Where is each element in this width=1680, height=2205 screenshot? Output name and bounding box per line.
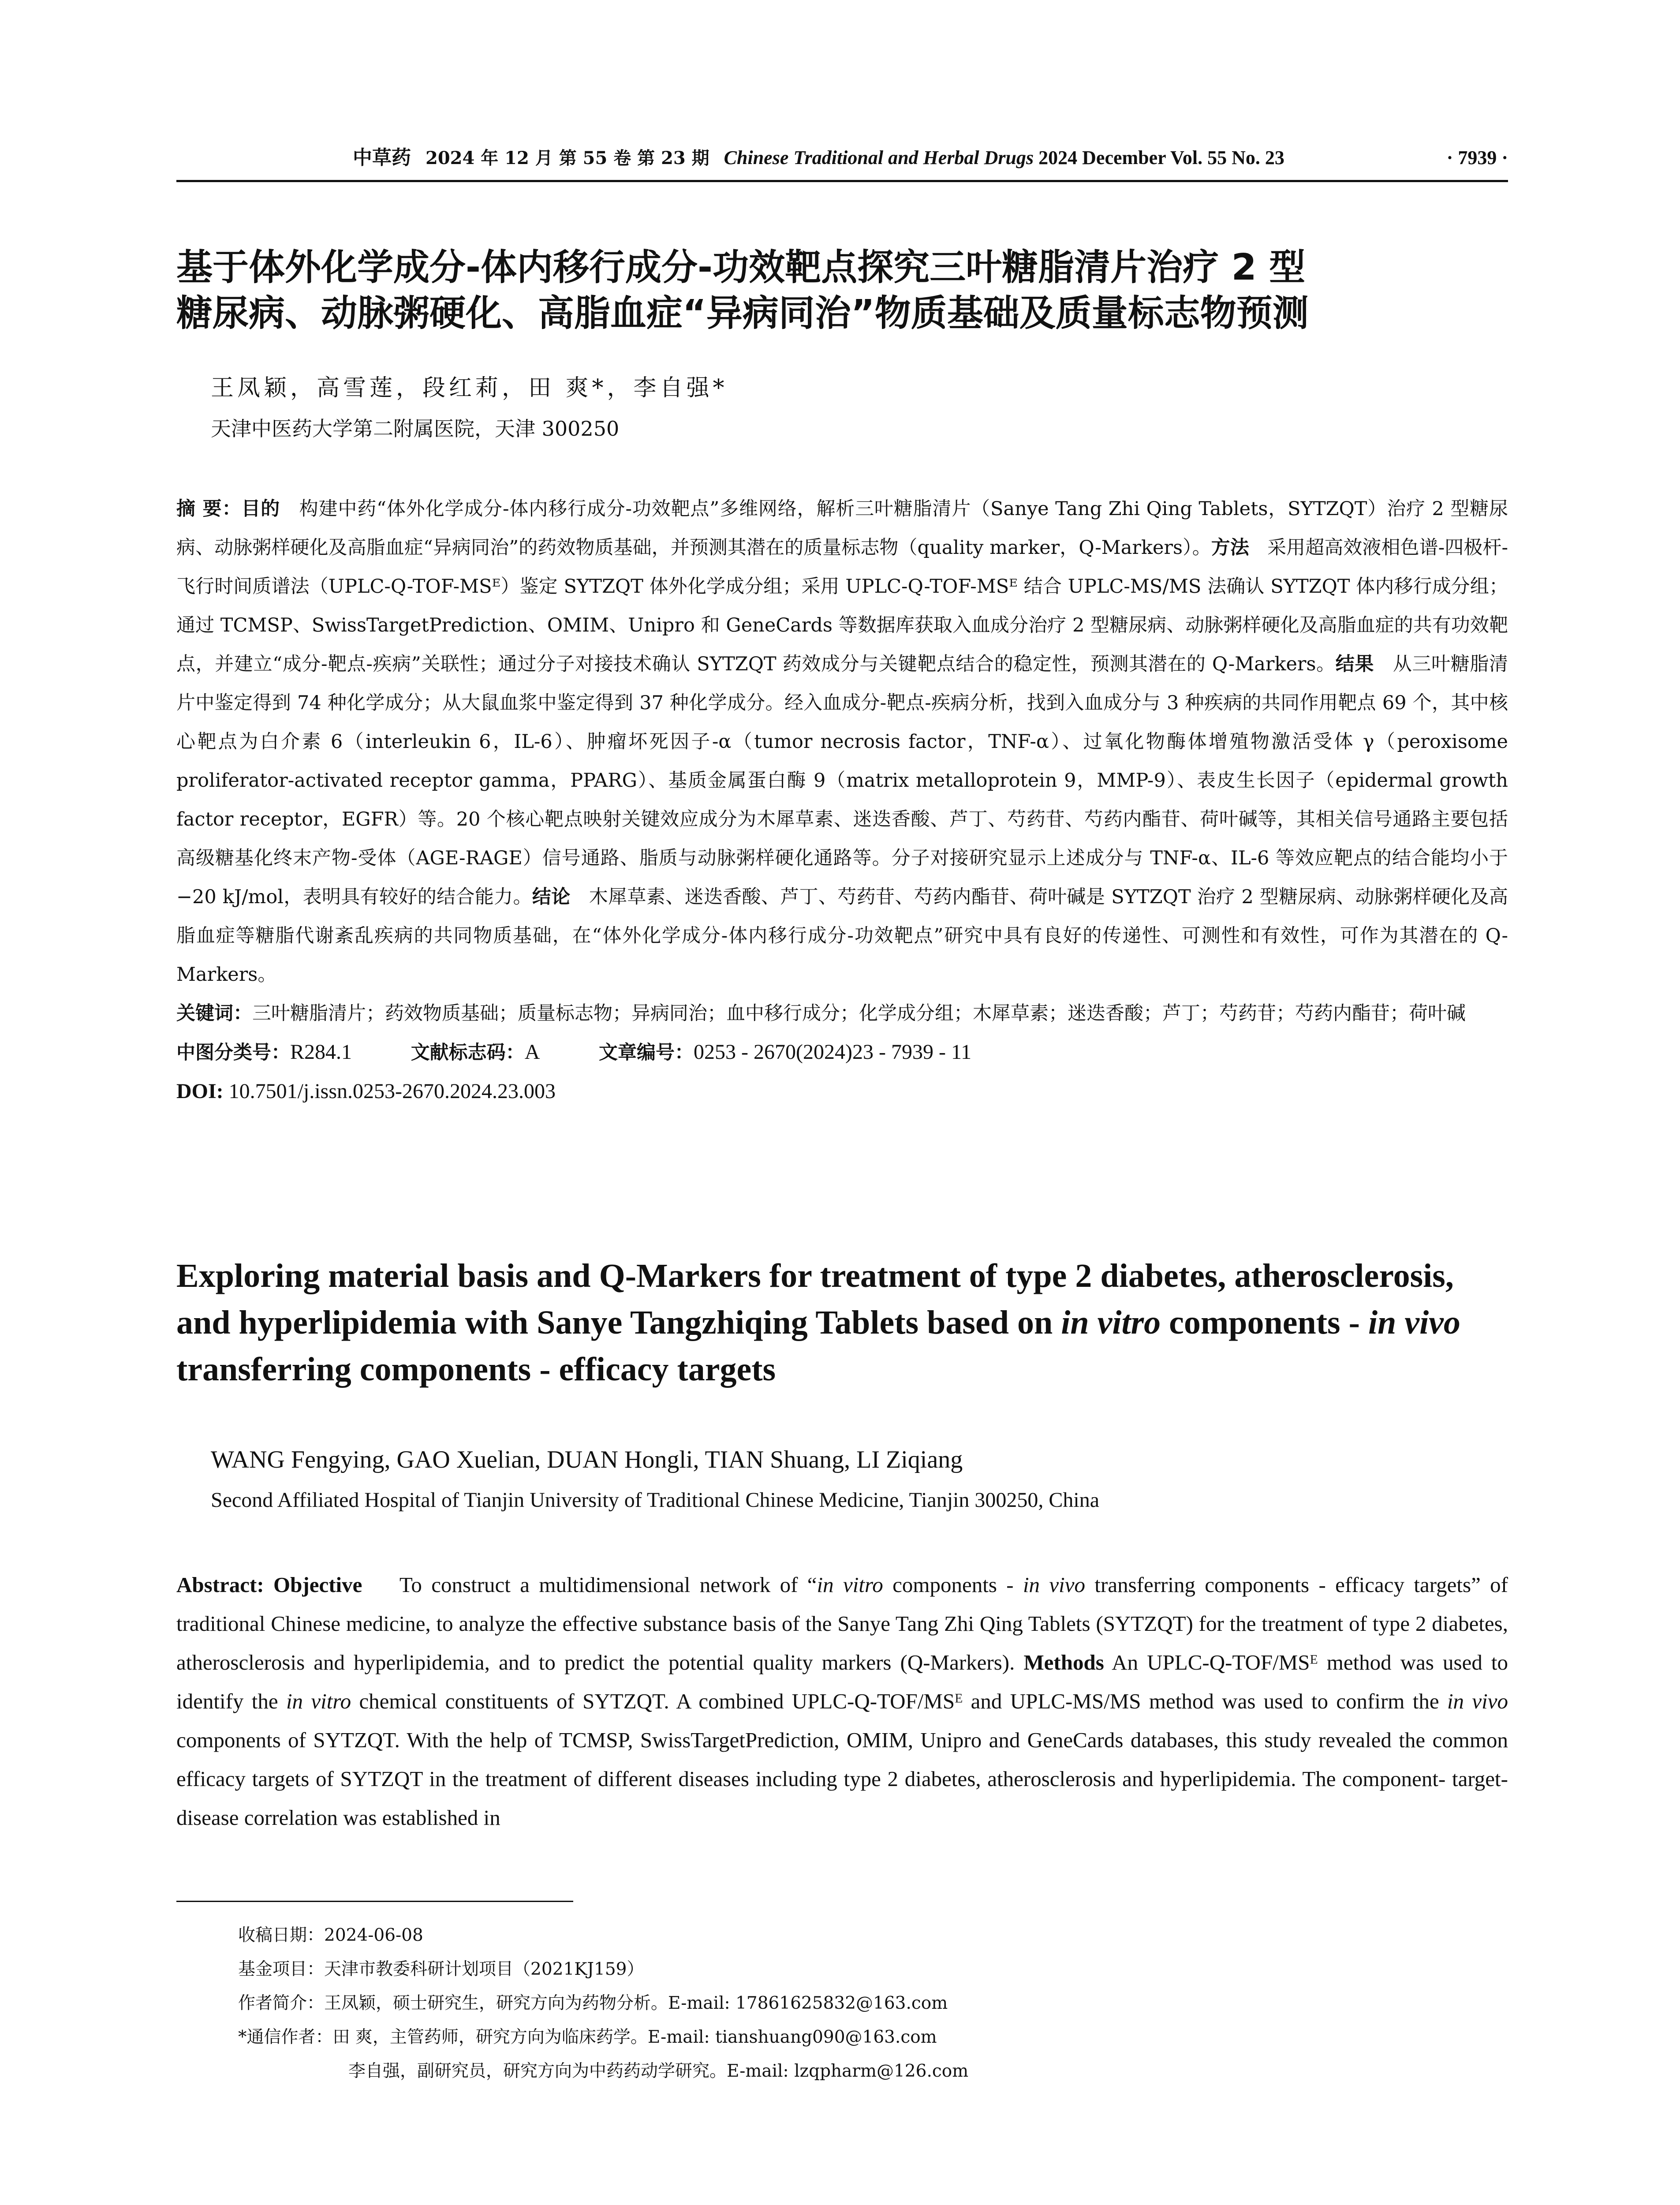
- doi-link[interactable]: 10.7501/j.issn.0253-2670.2024.23.003: [228, 1080, 556, 1103]
- running-header: [176, 140, 1508, 182]
- keywords-chinese: [176, 994, 1508, 1033]
- footnotes: [238, 1918, 1508, 2088]
- abstract-en-m-it1: in vitro: [286, 1689, 351, 1713]
- clc-label: 中图分类号：: [176, 1042, 290, 1064]
- title-english-part3: transferring components - efficacy targets: [176, 1351, 776, 1388]
- footnote-bio: 作者简介：王凤颖，硕士研究生，研究方向为药物分析。E-mail: 17861625832@163.com: [238, 1993, 948, 2013]
- authors-english: WANG Fengying, GAO Xuelian, DUAN Hongli, TIAN Shuang, LI Ziqiang: [211, 1446, 963, 1473]
- articleno-value: 0253 - 2670(2024)23 - 7939 - 11: [694, 1040, 972, 1064]
- journal-name-cn: 中草药: [353, 146, 411, 169]
- page-number: · 7939 ·: [1446, 147, 1508, 168]
- abstract-en-m3: components of SYTZQT. With the help of TCMSP, SwissTargetPrediction, OMIM, Unipro and GeneCards databases, this study revealed the common efficacy targets of SYTZQT in the treatment of different diseases including type 2 diabetes, atherosclerosis and hyperlipidemia. The component- target- disease correlation was established in: [176, 1728, 1508, 1830]
- clc-value: R284.1: [290, 1040, 352, 1064]
- abstract-chinese-body: [176, 490, 1508, 994]
- abstract-en-m2: chemical constituents of SYTZQT. A combined UPLC-Q-TOF/MSᴱ and UPLC-MS/MS method was used to confirm the: [351, 1689, 1447, 1713]
- abstract-en-m-it2: in vivo: [1447, 1689, 1508, 1713]
- title-english: [176, 1252, 1508, 1393]
- classification-row: [176, 1033, 1508, 1072]
- issue-cn: 2024 年 12 月 第 55 卷 第 23 期: [426, 148, 709, 168]
- abstract-en-obj1: To construct a multidimensional network of “: [399, 1573, 817, 1597]
- abstract-en-obj-it1: in vitro: [817, 1573, 883, 1597]
- footnote-received: 收稿日期：2024-06-08: [238, 1925, 423, 1945]
- footnote-divider: [176, 1901, 573, 1902]
- issue-en: 2024 December Vol. 55 No. 23: [1038, 147, 1284, 168]
- title-english-in-vitro: in vitro: [1061, 1304, 1161, 1341]
- doccode-value: A: [524, 1040, 540, 1064]
- results-text: 从三叶糖脂清片中鉴定得到 74 种化学成分；从大鼠血浆中鉴定得到 37 种化学成分。经入血成分-靶点-疾病分析，找到入血成分与 3 种疾病的共同作用靶点 69 个，其中核心靶点为白介素 6（interleukin 6，IL-6）、肿瘤坏死因子-α（tumor necrosis factor，TNF-α）、过氧化物酶体增殖物激活受体 γ（peroxisome proliferator-activated receptor gamma，PPARG）、基质金属蛋白酶 9（matrix metalloprotein 9，MMP-9）、表皮生长因子（epidermal growth factor receptor，EGFR）等。20 个核心靶点映射关键效应成分为木犀草素、迷迭香酸、芦丁、芍药苷、芍药内酯苷、荷叶碱等，其相关信号通路主要包括高级糖基化终末产物-受体（AGE-RAGE）信号通路、脂质与动脉粥样硬化通路等。分子对接研究显示上述成分与 TNF-α、IL-6 等效应靶点的结合能均小于−20 kJ/mol，表明具有较好的结合能力。: [176, 653, 1508, 908]
- conclusion-label: 结论: [532, 886, 571, 908]
- results-label: 结果: [1335, 653, 1374, 675]
- abstract-en-m1: An UPLC-Q-TOF/MSᴱ method was used to identify the: [176, 1650, 1508, 1713]
- footnote-corresponding-2: 李自强，副研究员，研究方向为中药药动学研究。E-mail: lzqpharm@126.com: [348, 2061, 969, 2081]
- journal-name-en: Chinese Traditional and Herbal Drugs: [724, 147, 1034, 168]
- title-chinese-line2: 糖尿病、动脉粥硬化、高脂血症“异病同治”物质基础及质量标志物预测: [176, 292, 1309, 334]
- objective-label: 目的: [241, 498, 280, 520]
- running-header-text: [353, 140, 1284, 176]
- abstract-en-obj2: components -: [883, 1573, 1023, 1597]
- affiliation-english: Second Affiliated Hospital of Tianjin University of Traditional Chinese Medicine, Tianjin 300250, China: [211, 1488, 1100, 1512]
- doccode-label: 文献标志码：: [411, 1042, 525, 1064]
- articleno-label: 文章编号：: [599, 1042, 694, 1064]
- objective-text: 构建中药“体外化学成分-体内移行成分-功效靶点”多维网络，解析三叶糖脂清片（Sanye Tang Zhi Qing Tablets，SYTZQT）治疗 2 型糖尿病、动脉粥样硬化及高脂血症“异病同治”的药效物质基础，并预测其潜在的质量标志物（quality marker，Q-Markers）。: [176, 498, 1508, 559]
- keywords-label: 关键词：: [176, 1002, 252, 1024]
- methods-label: 方法: [1211, 537, 1249, 559]
- title-chinese: [176, 245, 1508, 336]
- title-english-in-vivo: in vivo: [1368, 1304, 1460, 1341]
- abstract-english-label: Abstract: Objective: [176, 1573, 362, 1597]
- title-english-part2: components -: [1161, 1304, 1368, 1341]
- abstract-english: [176, 1566, 1508, 1837]
- abstract-label: 摘 要：: [176, 498, 242, 520]
- abstract-en-methods-label: Methods: [1023, 1650, 1104, 1674]
- methods-text: 采用超高效液相色谱-四极杆-飞行时间质谱法（UPLC-Q-TOF-MSᴱ）鉴定 SYTZQT 体外化学成分组；采用 UPLC-Q-TOF-MSᴱ 结合 UPLC-MS/MS 法确认 SYTZQT 体内移行成分组；通过 TCMSP、SwissTargetPrediction、OMIM、Unipro 和 GeneCards 等数据库获取入血成分治疗 2 型糖尿病、动脉粥样硬化及高脂血症的共有功效靶点，并建立“成分-靶点-疾病”关联性；通过分子对接技术确认 SYTZQT 药效成分与关键靶点结合的稳定性，预测其潜在的 Q-Markers。: [176, 537, 1508, 675]
- abstract-en-obj3: transferring components - efficacy targets” of traditional Chinese medicine, to analyze the effective substance basis of the Sanye Tang Zhi Qing Tablets (SYTZQT) for the treatment of type 2 diabetes, atherosclerosis and hyperlipidemia, and to predict the potential quality markers (Q-Markers).: [176, 1573, 1508, 1674]
- affiliation-chinese: 天津中医药大学第二附属医院，天津 300250: [211, 417, 620, 441]
- keywords-text: 三叶糖脂清片；药效物质基础；质量标志物；异病同治；血中移行成分；化学成分组；木犀草素；迷迭香酸；芦丁；芍药苷；芍药内酯苷；荷叶碱: [252, 1002, 1466, 1024]
- authors-chinese: 王凤颖，高雪莲，段红莉，田 爽*，李自强*: [211, 375, 728, 401]
- footnote-corresponding-1: *通信作者：田 爽，主管药师，研究方向为临床药学。E-mail: tianshuang090@163.com: [238, 2027, 937, 2047]
- footnote-fund: 基金项目：天津市教委科研计划项目（2021KJ159）: [238, 1959, 644, 1979]
- conclusion-text: 木犀草素、迷迭香酸、芦丁、芍药苷、芍药内酯苷、荷叶碱是 SYTZQT 治疗 2 型糖尿病、动脉粥样硬化及高脂血症等糖脂代谢紊乱疾病的共同物质基础，在“体外化学成分-体内移行成分-功效靶点”研究中具有良好的传递性、可测性和有效性，可作为其潜在的 Q-Markers。: [176, 886, 1508, 986]
- doi-row: [176, 1072, 1508, 1111]
- abstract-chinese: [176, 490, 1508, 1111]
- abstract-en-obj-it2: in vivo: [1023, 1573, 1086, 1597]
- title-chinese-line1: 基于体外化学成分-体内移行成分-功效靶点探究三叶糖脂清片治疗 2 型: [176, 247, 1306, 288]
- doi-label: DOI:: [176, 1080, 224, 1103]
- title-english-part1: Exploring material basis and Q-Markers for treatment of type 2 diabetes, atherosclerosis, and hyperlipidemia with Sanye Tangzhiqing Tablets based on: [176, 1257, 1454, 1341]
